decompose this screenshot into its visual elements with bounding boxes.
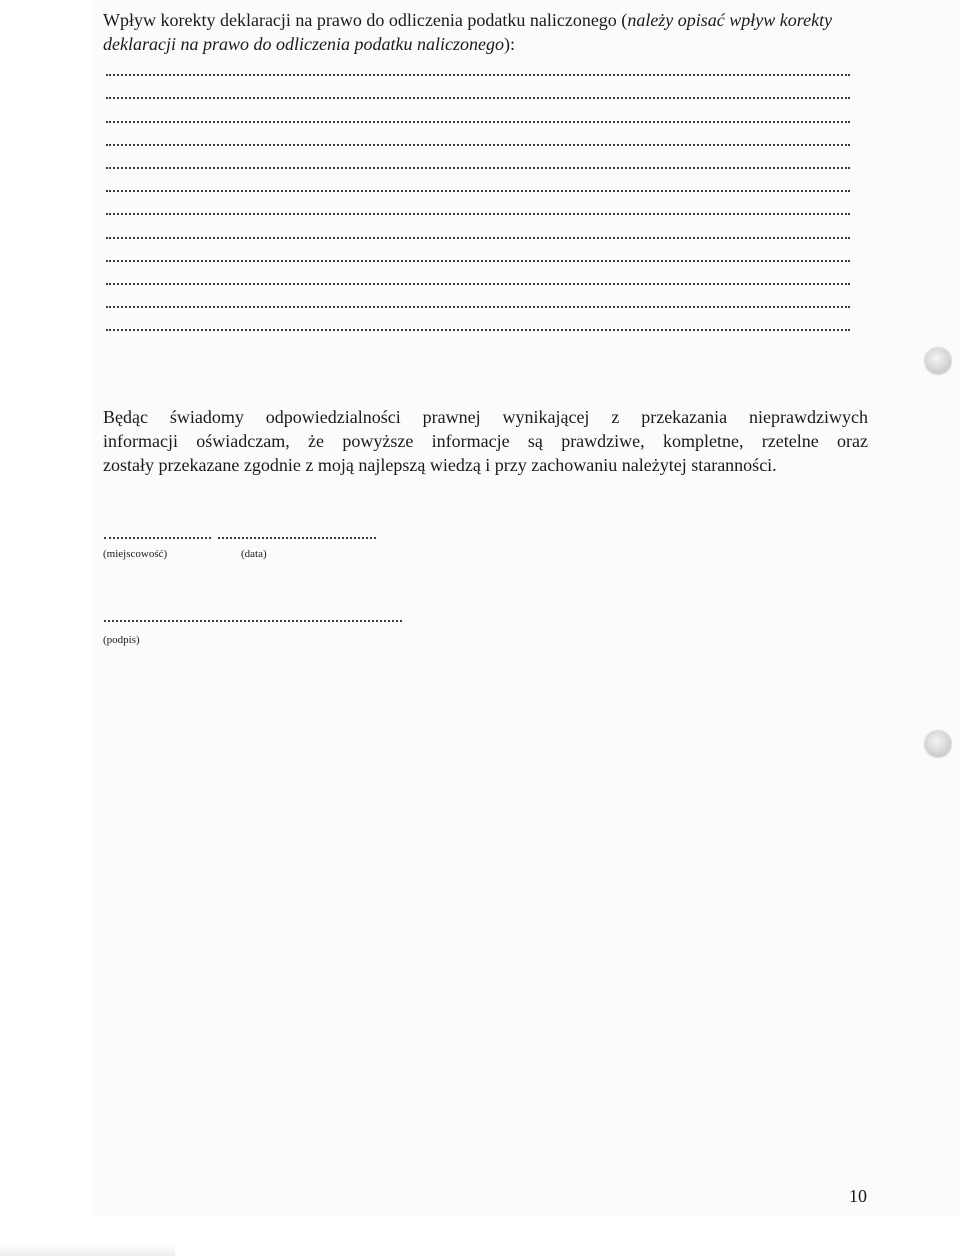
heading-end: ):: [503, 34, 515, 54]
heading-instruction: należy opisać wpływ korekty deklaracji na prawo do odliczenia podatku naliczonego: [103, 10, 833, 54]
answer-line[interactable]: [106, 97, 850, 99]
heading-text: Wpływ korekty deklaracji na prawo do odliczenia podatku naliczonego (: [103, 10, 628, 30]
answer-line[interactable]: [106, 213, 850, 215]
signature-field[interactable]: [104, 620, 402, 622]
answer-line[interactable]: [106, 167, 850, 169]
answer-line[interactable]: [106, 329, 850, 331]
date-label: (data): [241, 548, 267, 560]
signature-label: (podpis): [103, 634, 140, 646]
page-number: 10: [849, 1186, 867, 1206]
declaration-line: zostały przekazane zgodnie z moją najlepszą wiedzą i przy zachowaniu należytej staranności.: [103, 455, 777, 475]
declaration-paragraph: [103, 405, 868, 477]
answer-line[interactable]: [106, 144, 850, 146]
place-field[interactable]: [104, 537, 211, 539]
answer-line[interactable]: [106, 190, 850, 192]
declaration-line: Będąc świadomy odpowiedzialności prawnej wynikającej z przekazania nieprawdziwych: [103, 407, 868, 427]
answer-line[interactable]: [106, 283, 850, 285]
answer-line[interactable]: [106, 306, 850, 308]
answer-line[interactable]: [106, 260, 850, 262]
page-background: [93, 0, 960, 1215]
answer-line[interactable]: [106, 237, 850, 239]
place-label: (miejscowość): [103, 548, 168, 560]
section-heading: [103, 8, 883, 56]
date-field[interactable]: [218, 537, 376, 539]
punch-hole-icon: [925, 731, 951, 757]
scan-edge: [0, 1244, 175, 1256]
answer-line[interactable]: [106, 121, 850, 123]
punch-hole-icon: [925, 348, 951, 374]
answer-line[interactable]: [106, 74, 850, 76]
declaration-line: informacji oświadczam, że powyższe informacje są prawdziwe, kompletne, rzetelne oraz: [103, 431, 868, 451]
